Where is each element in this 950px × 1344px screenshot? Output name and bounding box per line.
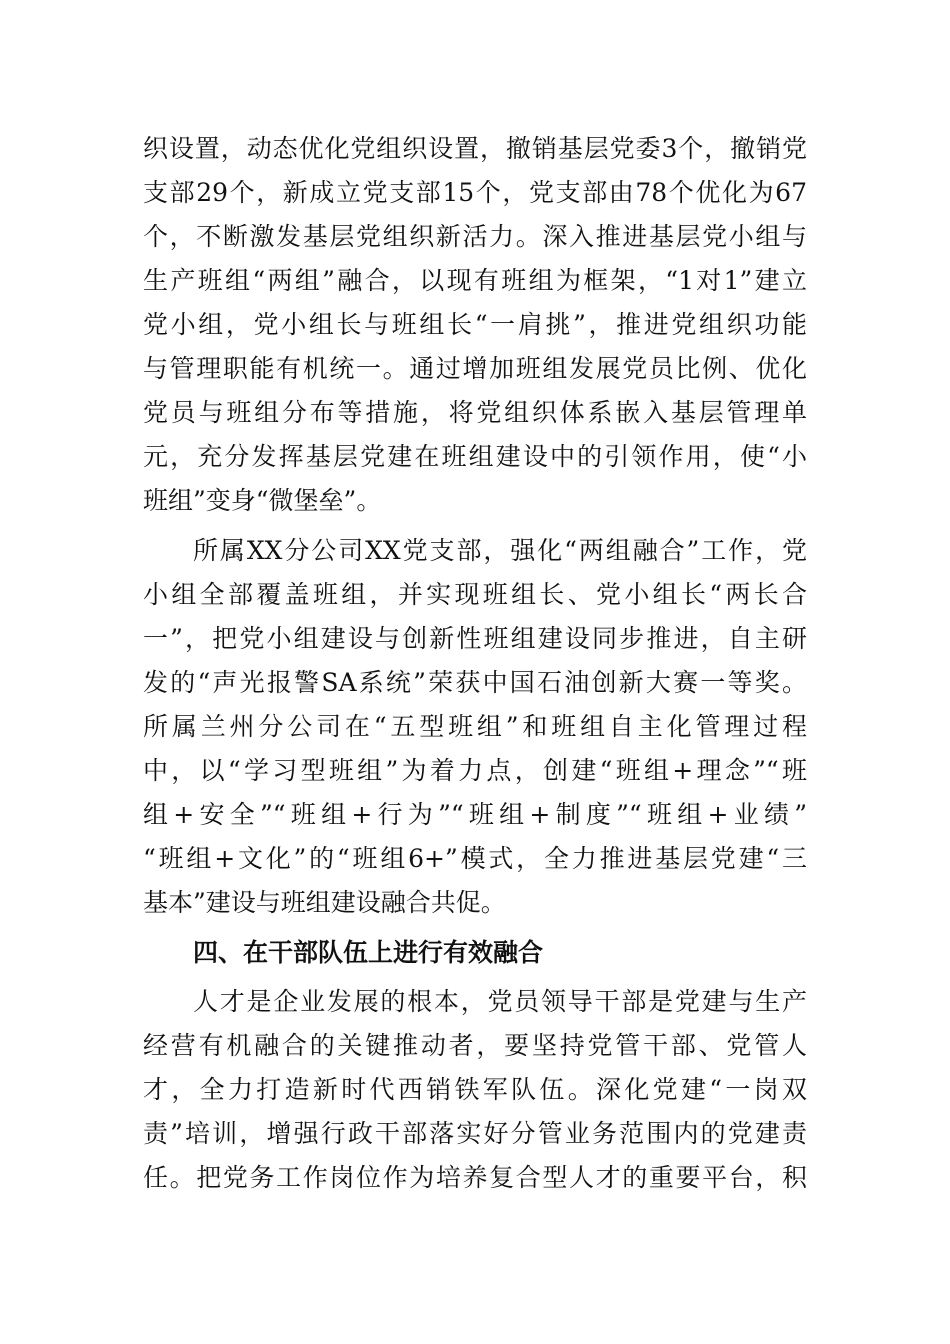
paragraph-2-line-6: 中，以“学习型班组”为着力点，创建“班组+理念”“班 — [143, 756, 807, 785]
paragraph-1-line-7: 党员与班组分布等措施，将党组织体系嵌入基层管理单 — [143, 398, 807, 427]
paragraph-2-line-2: 小组全部覆盖班组，并实现班组长、党小组长“两长合 — [143, 580, 807, 609]
paragraph-1-line-4: 生产班组“两组”融合，以现有班组为框架，“1对1”建立 — [143, 266, 807, 295]
paragraph-2-line-9: 基本”建设与班组建设融合共促。 — [143, 888, 506, 917]
paragraph-1-line-1: 织设置，动态优化党组织设置，撤销基层党委3个，撤销党 — [143, 134, 807, 163]
paragraph-3-line-4: 责”培训，增强行政干部落实好分管业务范围内的党建责 — [143, 1119, 807, 1148]
paragraph-2-line-3: 一”，把党小组建设与创新性班组建设同步推进，自主研 — [143, 624, 807, 653]
paragraph-2-line-8: “班组+文化”的“班组6+”模式，全力推进基层党建“三 — [143, 844, 807, 873]
section-heading: 四、在干部队伍上进行有效融合 — [193, 938, 544, 967]
paragraph-2-line-4: 发的“声光报警SA系统”荣获中国石油创新大赛一等奖。 — [143, 668, 807, 697]
paragraph-1-line-8: 元，充分发挥基层党建在班组建设中的引领作用，使“小 — [143, 442, 807, 471]
paragraph-2-line-7: 组+安全”“班组+行为”“班组+制度”“班组+业绩” — [143, 800, 807, 829]
paragraph-1-line-3: 个，不断激发基层党组织新活力。深入推进基层党小组与 — [143, 222, 807, 251]
paragraph-3-line-1: 人才是企业发展的根本，党员领导干部是党建与生产 — [193, 987, 807, 1016]
paragraph-3-line-2: 经营有机融合的关键推动者，要坚持党管干部、党管人 — [143, 1031, 807, 1060]
paragraph-3-line-3: 才，全力打造新时代西销铁军队伍。深化党建“一岗双 — [143, 1075, 807, 1104]
paragraph-1-line-6: 与管理职能有机统一。通过增加班组发展党员比例、优化 — [143, 354, 807, 383]
paragraph-3-line-5: 任。把党务工作岗位作为培养复合型人才的重要平台，积 — [143, 1163, 807, 1192]
paragraph-1-line-5: 党小组，党小组长与班组长“一肩挑”，推进党组织功能 — [143, 310, 807, 339]
paragraph-1-line-9: 班组”变身“微堡垒”。 — [143, 486, 382, 515]
paragraph-2-line-1: 所属XX分公司XX党支部，强化“两组融合”工作，党 — [193, 536, 807, 565]
paragraph-1-line-2: 支部29个，新成立党支部15个，党支部由78个优化为67 — [143, 178, 807, 207]
paragraph-2-line-5: 所属兰州分公司在“五型班组”和班组自主化管理过程 — [143, 712, 807, 741]
